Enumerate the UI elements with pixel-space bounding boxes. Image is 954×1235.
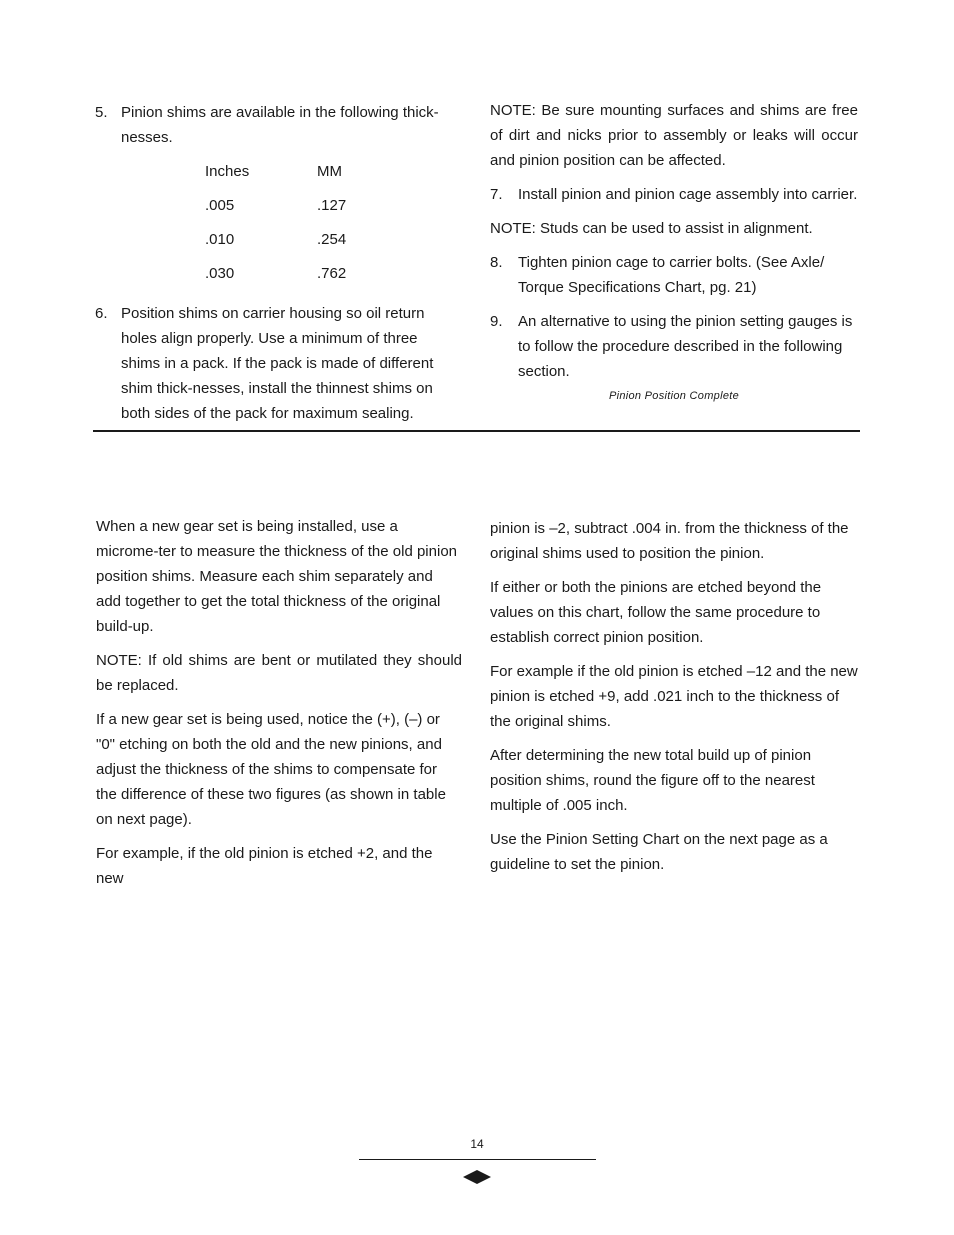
step-8 [490, 250, 858, 300]
step-9 [490, 309, 858, 384]
cell-inches: .030 [205, 265, 235, 282]
step-number: 8. [490, 254, 503, 271]
paragraph: If a new gear set is being used, notice the (+), (–) or "0" etching on both the old and the new pinions, and adjust the thickness of the shims to compensate for the difference of these two figures (as shown in table on next page). [96, 711, 446, 828]
step-number: 9. [490, 313, 503, 330]
note-studs: NOTE: Studs can be used to assist in alignment. [490, 220, 813, 237]
paragraph: After determining the new total build up of pinion position shims, round the figure off to the nearest multiple of .005 inch. [490, 747, 815, 814]
paragraph: Use the Pinion Setting Chart on the next page as a guideline to set the pinion. [490, 831, 828, 873]
table-row [205, 227, 346, 261]
paragraph: If either or both the pinions are etched beyond the values on this chart, follow the same procedure to establish correct pinion position. [490, 579, 822, 646]
step-6 [95, 301, 460, 426]
step-7 [490, 182, 858, 207]
paragraph: For example, if the old pinion is etched +2, and the new [96, 845, 433, 887]
cell-mm: .254 [317, 231, 347, 248]
note-mounting-surfaces: NOTE: Be sure mounting surfaces and shims are free of dirt and nicks prior to assembly or leaks will occur and pinion position can be affected. [490, 102, 858, 169]
step-number: 5. [95, 104, 108, 121]
step-text: Pinion shims are available in the following thick-nesses. [121, 104, 439, 146]
cell-inches: .005 [205, 197, 235, 214]
table-row [205, 193, 346, 227]
paragraph: When a new gear set is being installed, use a microme-ter to measure the thickness of the old pinion position shims. Measure each shim separately and add together to get the total thickness of the original build-up. [96, 518, 458, 635]
note-bent-shims: NOTE: If old shims are bent or mutilated they should be replaced. [96, 652, 462, 694]
table-header-row [205, 159, 346, 193]
cell-mm: .127 [317, 197, 347, 214]
step-number: 6. [95, 305, 108, 322]
step-number: 7. [490, 186, 503, 203]
shim-thickness-table [205, 159, 346, 295]
cell-mm: .762 [317, 265, 347, 282]
footer-rule [359, 1159, 596, 1160]
step-text: An alternative to using the pinion setting gauges is to follow the procedure described in the following section. [518, 313, 853, 380]
step-text: Tighten pinion cage to carrier bolts. (See Axle/ Torque Specifications Chart, pg. 21) [518, 254, 825, 296]
top-left-column [95, 100, 460, 435]
paragraph: For example if the old pinion is etched –12 and the new pinion is etched +9, add .021 inch to the thickness of the original shims. [490, 663, 858, 730]
step-text: Position shims on carrier housing so oil return holes align properly. Use a minimum of three shims in a pack. If the pack is made of different shim thick-nesses, install the thinnest shims on both sides of the pack for maximum sealing. [121, 305, 434, 422]
bottom-left-column [96, 514, 462, 900]
cell-inches: .010 [205, 231, 235, 248]
section-divider [93, 430, 860, 432]
table-row [205, 261, 346, 295]
step-text: Install pinion and pinion cage assembly into carrier. [518, 186, 858, 203]
header-inches: Inches [205, 163, 250, 180]
caption-pinion-position-complete: Pinion Position Complete [608, 390, 740, 402]
paragraph: pinion is –2, subtract .004 in. from the thickness of the original shims used to position the pinion. [490, 520, 849, 562]
top-right-column [490, 98, 858, 409]
page-number: 14 [470, 1137, 484, 1151]
bottom-right-column [490, 516, 858, 886]
step-5 [95, 100, 460, 150]
header-mm: MM [317, 163, 342, 180]
diamond-icon [463, 1170, 491, 1184]
